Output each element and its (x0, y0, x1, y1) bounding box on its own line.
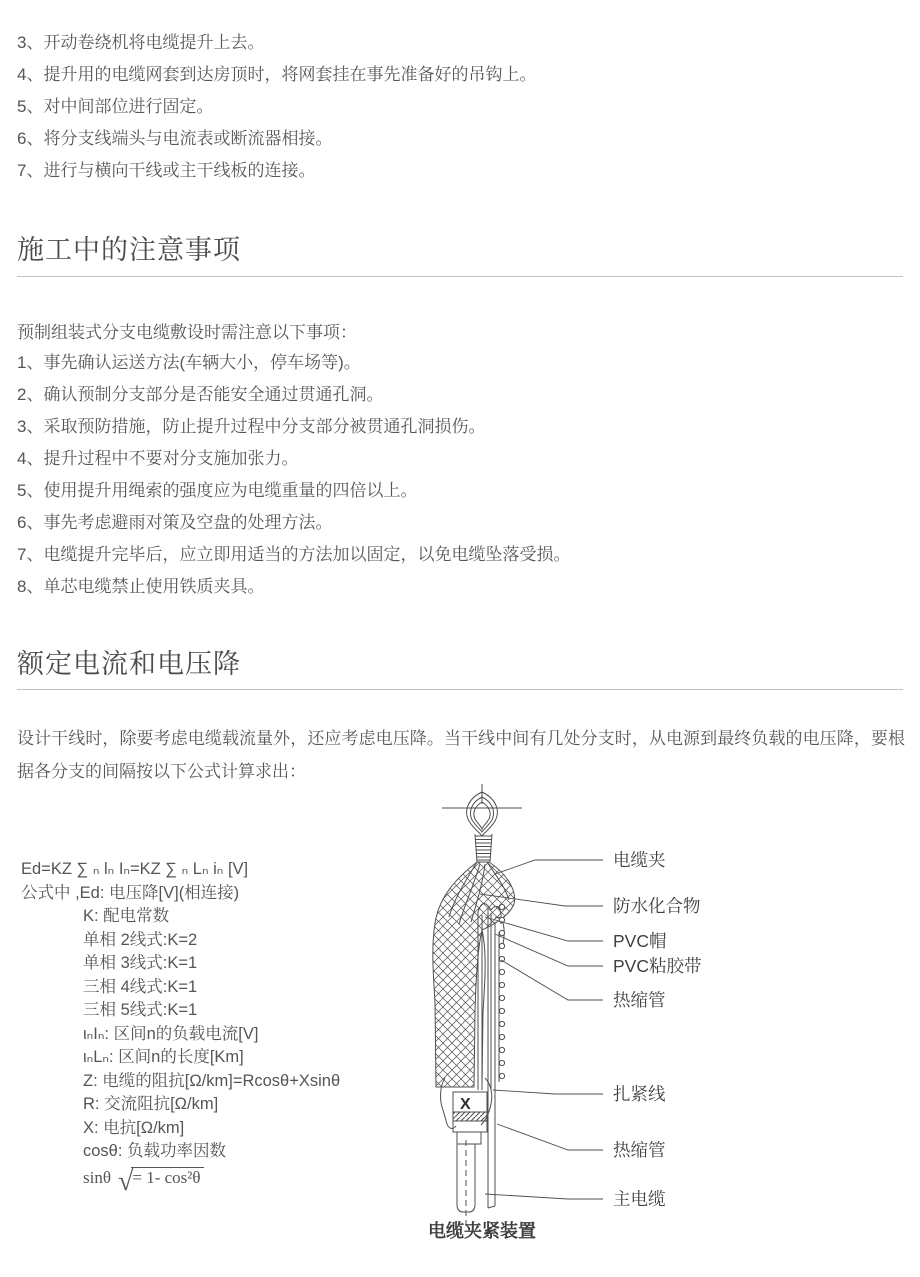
formula-where: 公式中 ,Ed: 电压降[V](相连接) (21, 883, 240, 902)
formula-def: K: 配电常数 (83, 907, 170, 925)
construction-notes-list (17, 347, 570, 603)
leader-cable-clamp (495, 860, 603, 874)
grip-neck-sides (475, 834, 492, 862)
label-tie-wire: 扎紧线 (613, 1084, 666, 1104)
clamp-x-mark: X (460, 1096, 471, 1113)
leader-main-cable (485, 1194, 603, 1199)
formula-def: R: 交流阻抗[Ω/km] (83, 1095, 219, 1113)
list-item: 5、使用提升用绳索的强度应为电缆重量的四倍以上。 (17, 481, 418, 500)
section-title-rated-current: 额定电流和电压降 (17, 649, 241, 679)
label-cable-clamp: 电缆夹 (613, 850, 666, 870)
heat-shrink-tube-lines (495, 922, 499, 1127)
formula-def: X: 电抗[Ω/km] (83, 1118, 185, 1137)
formula-def: 三相 5线式:K=1 (83, 1001, 198, 1019)
formula-def: 单相 3线式:K=1 (83, 954, 198, 972)
list-item: 3、采取预防措施，防止提升过程中分支部分被贯通孔洞损伤。 (17, 417, 486, 436)
label-heat-shrink-upper: 热缩管 (613, 990, 666, 1010)
formula-def: cosθ: 负载功率因数 (83, 1142, 227, 1160)
label-pvc-tape: PVC粘胶带 (613, 956, 702, 976)
label-pvc-cap: PVC帽 (613, 931, 667, 951)
formula-def: 三相 4线式:K=1 (83, 977, 198, 996)
list-item: 2、确认预制分支部分是否能安全通过贯通孔洞。 (17, 385, 384, 404)
voltage-drop-paragraph: 设计干线时，除要考虑电缆载流量外，还应考虑电压降。当干线中间有几处分支时，从电源到最终负载的电压降，要根据各分支的间隔按以下公式计算求出： (17, 729, 905, 781)
radicand: = 1- cos²θ (131, 1167, 203, 1187)
formula-def: 单相 2线式:K=2 (83, 930, 198, 949)
installation-steps-list (17, 27, 536, 187)
section-divider (17, 689, 903, 690)
section-title-construction-notes: 施工中的注意事项 (17, 235, 241, 265)
leader-pvc-tape (495, 934, 603, 966)
diagram-linework (433, 784, 603, 1226)
formula-def: Z: 电缆的阻抗[Ω/km]=Rcosθ+Xsinθ (83, 1071, 341, 1090)
list-item: 3、开动卷绕机将电缆提升上去。 (17, 33, 265, 52)
leader-heat-shrink-lower (497, 1124, 603, 1150)
outer-tube-lower (488, 1090, 495, 1208)
section-divider (17, 276, 903, 277)
formula-main: Ed=KZ ∑ ₙ lₙ Iₙ=KZ ∑ ₙ Lₙ iₙ [V] (21, 860, 249, 878)
clamp-foot (457, 1132, 481, 1144)
formula-def: ιₙLₙ: 区间n的长度[Km] (83, 1048, 244, 1066)
diagram-caption: 电缆夹紧装置 (428, 1221, 536, 1241)
sin-theta-formula (21, 1165, 340, 1197)
leader-tie-wire (493, 1090, 603, 1094)
label-heat-shrink-lower: 热缩管 (613, 1140, 666, 1160)
list-item: 6、事先考虑避雨对策及空盘的处理方法。 (17, 513, 333, 532)
grip-neck-bands (475, 836, 492, 860)
list-item: 7、进行与横向干线或主干线板的连接。 (17, 161, 316, 180)
list-item: 4、提升过程中不要对分支施加张力。 (17, 449, 299, 468)
label-main-cable: 主电缆 (613, 1189, 666, 1209)
notes-intro-text: 预制组装式分支电缆敷设时需注意以下事项： (17, 323, 357, 342)
sin-lhs: sinθ (83, 1167, 111, 1187)
voltage-drop-formula-block (21, 858, 341, 1197)
radical-sign: √ (117, 1165, 134, 1197)
cable-clamp-diagram (425, 782, 855, 1260)
list-item: 1、事先确认运送方法(车辆大小，停车场等)。 (17, 353, 361, 372)
label-waterproof-compound: 防水化合物 (613, 896, 701, 916)
list-item: 5、对中间部位进行固定。 (17, 97, 214, 116)
formula-def: ιₙIₙ: 区间n的负载电流[V] (83, 1024, 259, 1043)
list-item: 7、电缆提升完毕后，应立即用适当的方法加以固定，以免电缆坠落受损。 (17, 545, 571, 564)
clamp-hatch-band (453, 1112, 487, 1121)
list-item: 4、提升用的电缆网套到达房顶时，将网套挂在事先准备好的吊钩上。 (17, 65, 537, 84)
list-item: 8、单芯电缆禁止使用铁质夹具。 (17, 577, 265, 596)
binding-dots (499, 904, 504, 1078)
list-item: 6、将分支线端头与电流表或断流器相接。 (17, 129, 333, 148)
